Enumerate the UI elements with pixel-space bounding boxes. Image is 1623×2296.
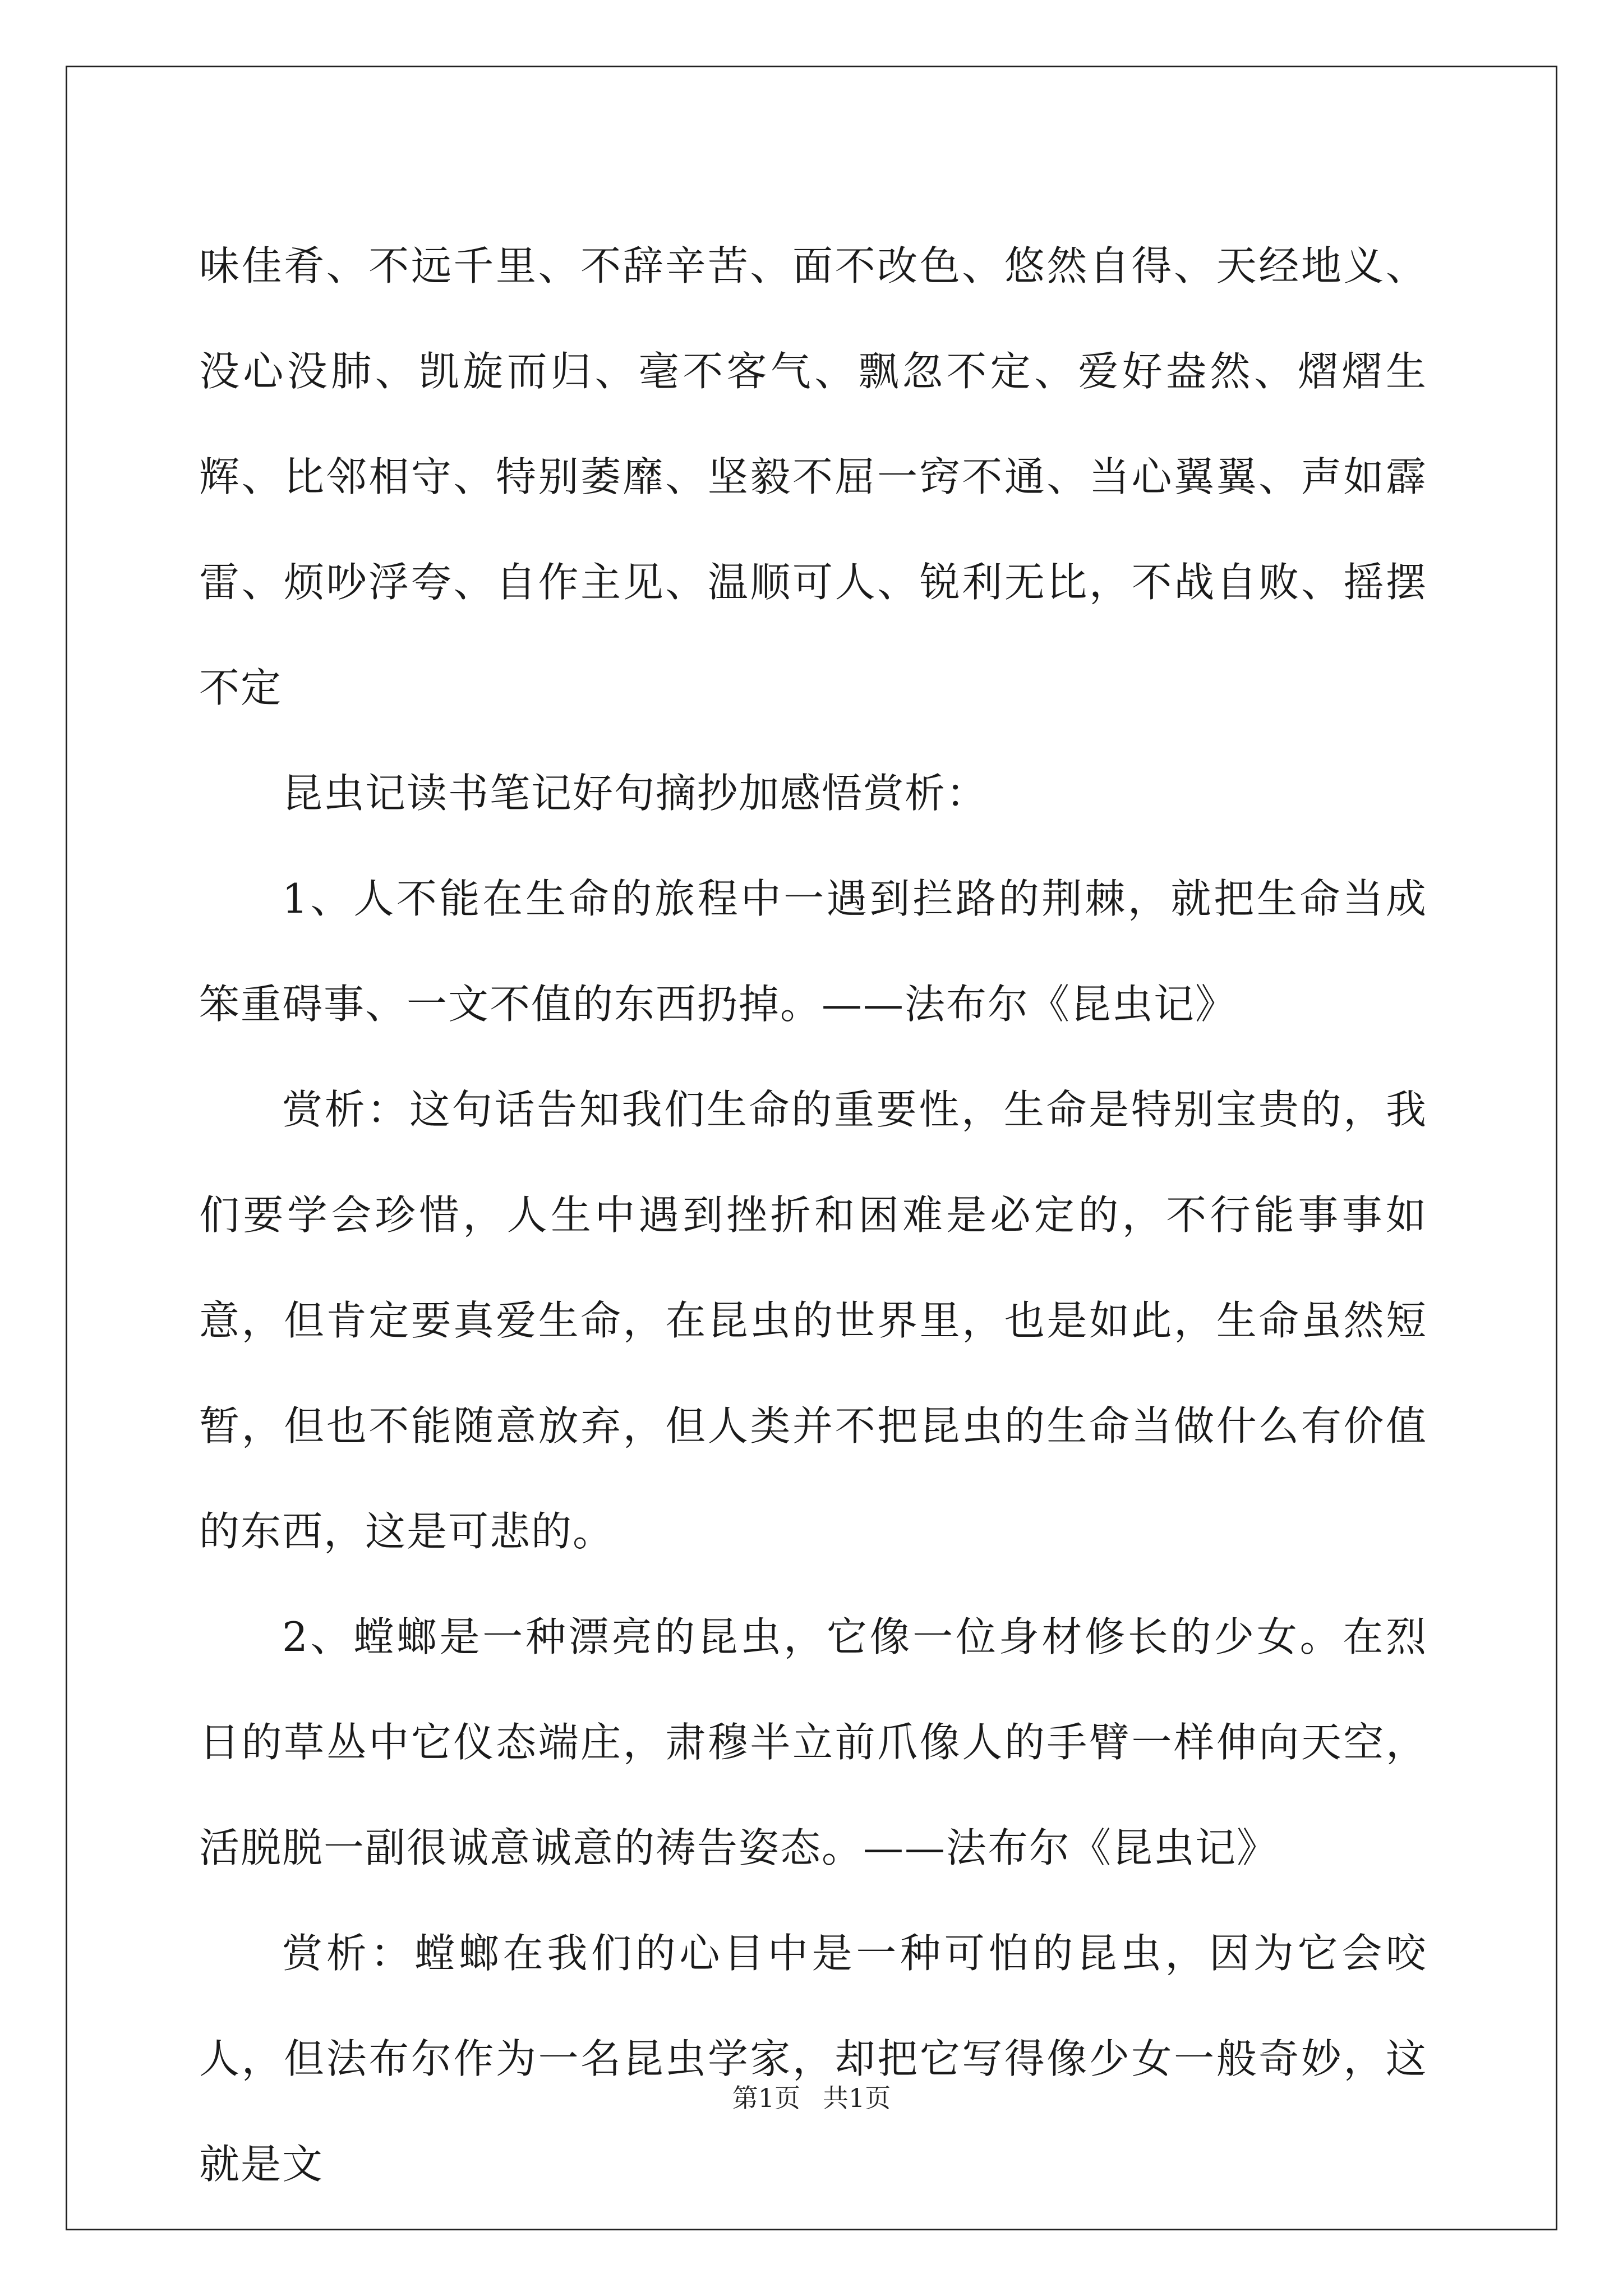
paragraph-quote-2: 2、螳螂是一种漂亮的昆虫，它像一位身材修长的少女。在烈日的草丛中它仪态端庄，肃穆半立前爪像人的手臂一样伸向天空，活脱脱一副很诚意诚意的祷告姿态。——法布尔《昆虫记》 [199,1613,1427,1871]
page-footer [0,2081,1623,2115]
paragraph-analysis-2: 赏析：螳螂在我们的心目中是一种可怕的昆虫，因为它会咬人，但法布尔作为一名昆虫学家，却把它写得像少女一般奇妙，这就是文 [199,1930,1427,2188]
paragraph-section-heading: 昆虫记读书笔记好句摘抄加感悟赏析： [282,770,988,817]
paragraph-quote-1: 1、人不能在生命的旅程中一遇到拦路的荆棘，就把生命当成笨重碍事、一文不值的东西扔掉。——法布尔《昆虫记》 [199,875,1427,1028]
paragraph-idiom-list: 味佳肴、不远千里、不辞辛苦、面不改色、悠然自得、天经地义、没心没肺、凯旋而归、毫不客气、飘忽不定、爱好盎然、熠熠生辉、比邻相守、特别萎靡、坚毅不屈一窍不通、当心翼翼、声如霹雷、烦吵浮夸、自作主见、温顺可人、锐利无比，不战自败、摇摆不定 [199,242,1427,711]
page-number-total: 共1页 [823,2083,891,2113]
page-number-current: 第1页 [732,2083,800,2113]
paragraph-analysis-1: 赏析：这句话告知我们生命的重要性，生命是特别宝贵的，我们要学会珍惜，人生中遇到挫折和困难是必定的，不行能事事如意，但肯定要真爱生命，在昆虫的世界里，也是如此，生命虽然短暂，但也不能随意放弃，但人类并不把昆虫的生命当做什么有价值的东西，这是可悲的。 [199,1086,1427,1555]
document-body [199,213,1427,2217]
